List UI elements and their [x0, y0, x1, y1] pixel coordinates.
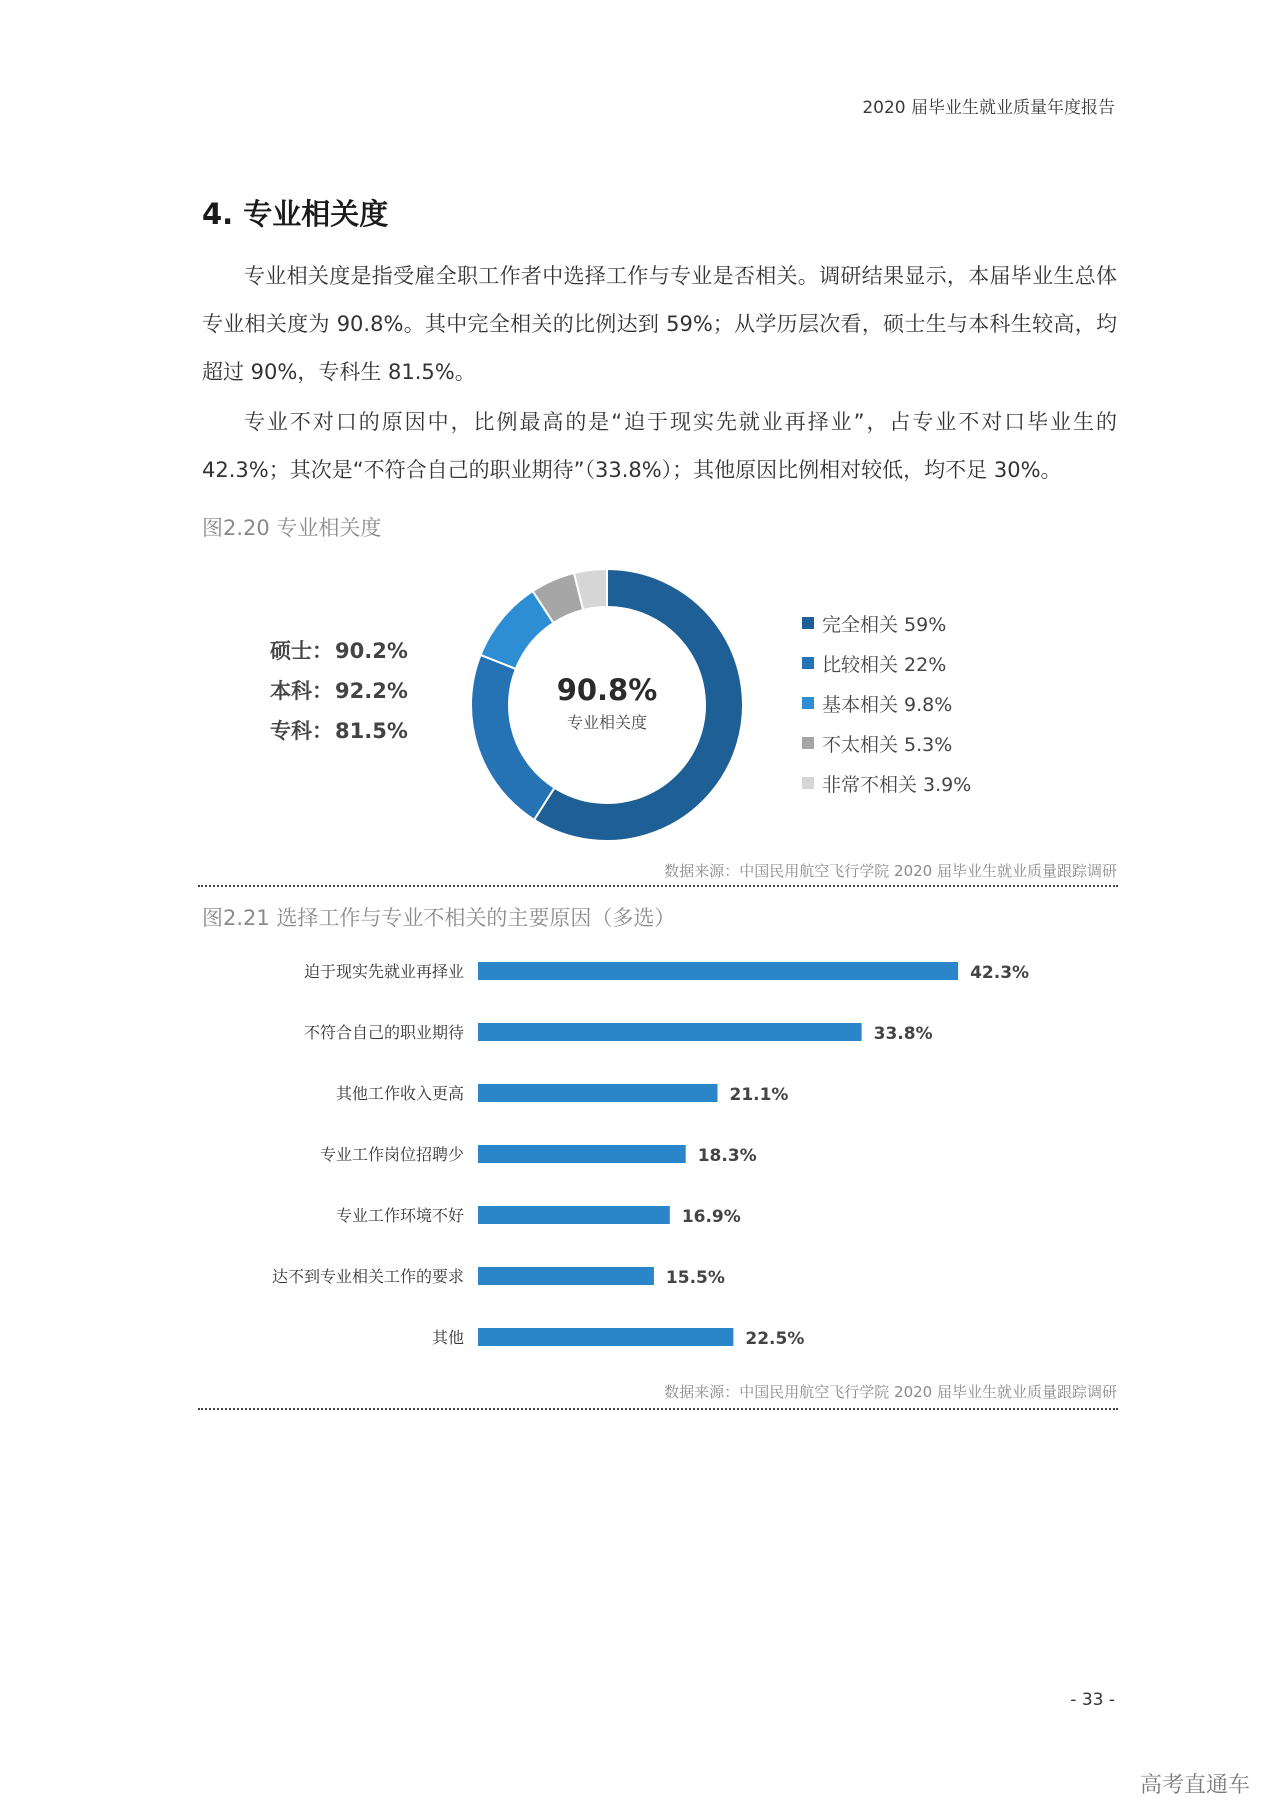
- edu-stat-value: 92.2%: [335, 679, 408, 703]
- bar: [478, 962, 958, 980]
- legend-label: 非常不相关 3.9%: [822, 773, 972, 796]
- bar-category-label: 其他: [431, 1328, 464, 1347]
- legend-swatch: [802, 657, 814, 669]
- edu-stat-value: 81.5%: [335, 719, 408, 743]
- page-number: - 33 -: [1070, 1690, 1115, 1710]
- edu-stat-junior-college: [270, 715, 408, 745]
- figure-title-relevance: 图2.20 专业相关度: [202, 516, 382, 540]
- figure2-source: 数据来源：中国民用航空飞行学院 2020 届毕业生就业质量跟踪调研: [664, 1383, 1117, 1401]
- legend-item: [802, 763, 971, 803]
- bar: [478, 1145, 686, 1163]
- edu-stat-value: 90.2%: [335, 639, 408, 663]
- relevance-donut-chart: [462, 560, 752, 850]
- legend-swatch: [802, 777, 814, 789]
- bar-category-label: 达不到专业相关工作的要求: [271, 1267, 464, 1286]
- donut-legend: [802, 603, 971, 803]
- section-heading: 4. 专业相关度: [202, 197, 389, 231]
- bar: [478, 1023, 862, 1041]
- legend-label: 基本相关 9.8%: [822, 693, 953, 716]
- bar: [478, 1084, 717, 1102]
- divider: [198, 1408, 1118, 1410]
- bar: [478, 1267, 654, 1285]
- bar-category-label: 迫于现实先就业再择业: [303, 962, 464, 981]
- intro-paragraph: 专业相关度是指受雇全职工作者中选择工作与专业是否相关。调研结果显示，本届毕业生总体专业相关度为 90.8%。其中完全相关的比例达到 59%；从学历层次看，硕士生与本科生较高，均超过 90%，专科生 81.5%。: [202, 264, 1117, 384]
- figure-title-reasons: 图2.21 选择工作与专业不相关的主要原因（多选）: [202, 906, 676, 930]
- legend-item: [802, 723, 971, 763]
- bar-category-label: 专业工作岗位招聘少: [319, 1145, 464, 1164]
- bar-category-label: 不符合自己的职业期待: [303, 1023, 464, 1042]
- donut-center-label: 专业相关度: [566, 713, 648, 732]
- legend-label: 比较相关 22%: [822, 653, 947, 676]
- reasons-bar-chart: [230, 945, 1060, 1365]
- bar-category-label: 专业工作环境不好: [335, 1206, 464, 1225]
- edu-stat-master: [270, 635, 408, 665]
- edu-stat-label: 专科：: [270, 719, 333, 743]
- bar-value-label: 22.5%: [745, 1329, 805, 1349]
- figure1-source: 数据来源：中国民用航空飞行学院 2020 届毕业生就业质量跟踪调研: [664, 862, 1117, 880]
- bar-category-label: 其他工作收入更高: [335, 1084, 464, 1103]
- edu-stat-label: 硕士：: [270, 639, 333, 663]
- edu-stat-bachelor: [270, 675, 408, 705]
- legend-swatch: [802, 617, 814, 629]
- bar-value-label: 21.1%: [729, 1085, 789, 1105]
- report-header-title: 2020 届毕业生就业质量年度报告: [862, 98, 1115, 118]
- legend-label: 不太相关 5.3%: [822, 733, 953, 756]
- legend-item: [802, 683, 971, 723]
- legend-item: [802, 643, 971, 683]
- legend-item: [802, 603, 971, 643]
- watermark: 高考直通车: [1139, 1773, 1250, 1798]
- edu-stat-label: 本科：: [270, 679, 333, 703]
- donut-segment: [471, 655, 554, 820]
- bar-value-label: 33.8%: [873, 1024, 933, 1044]
- bar-value-label: 15.5%: [665, 1268, 725, 1288]
- legend-swatch: [802, 737, 814, 749]
- reason-paragraph: 专业不对口的原因中，比例最高的是“迫于现实先就业再择业”，占专业不对口毕业生的 42.3%；其次是“不符合自己的职业期待”（33.8%）；其他原因比例相对较低，均不足 30%。: [202, 410, 1117, 482]
- legend-swatch: [802, 697, 814, 709]
- legend-label: 完全相关 59%: [822, 613, 947, 636]
- bar: [478, 1206, 670, 1224]
- bar-value-label: 16.9%: [681, 1207, 741, 1227]
- divider: [198, 885, 1118, 887]
- bar-value-label: 42.3%: [970, 963, 1030, 983]
- donut-center-value: 90.8%: [556, 673, 658, 707]
- bar: [478, 1328, 733, 1346]
- bar-value-label: 18.3%: [697, 1146, 757, 1166]
